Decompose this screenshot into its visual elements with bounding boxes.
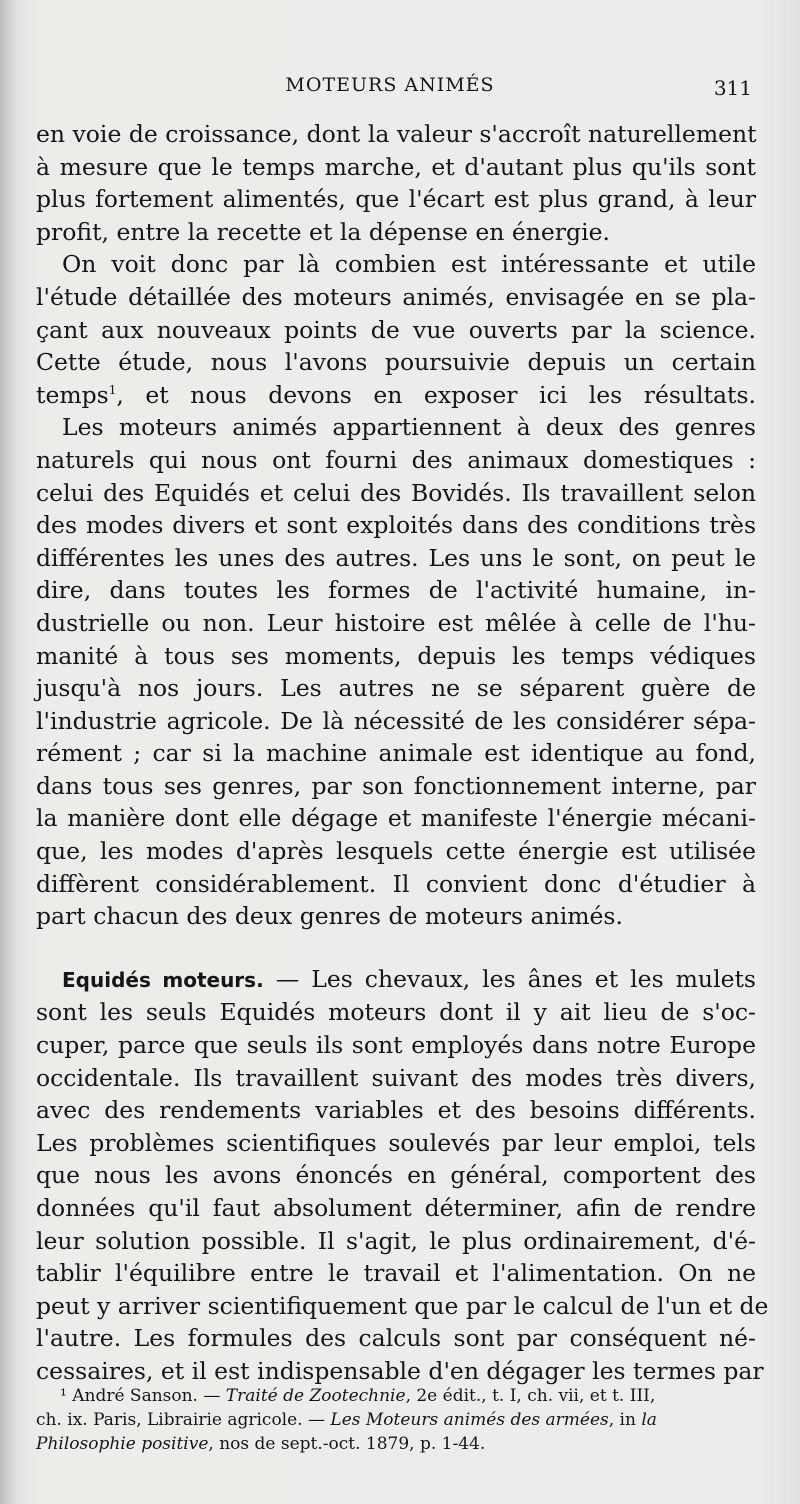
text-line: jusqu'à nos jours. Les autres ne se séparent guère de: [36, 674, 756, 703]
text-line: dire, dans toutes les formes de l'activité humaine, in-: [36, 576, 756, 605]
text-line: la manière dont elle dégage et manifeste l'énergie mécani-: [36, 804, 756, 833]
text-line: manité à tous ses moments, depuis les temps védiques: [36, 641, 756, 670]
text-line: naturels qui nous ont fourni des animaux domestiques :: [36, 445, 756, 474]
text-line: différentes les unes des autres. Les uns le sont, on peut le: [36, 543, 756, 572]
line-tail: , et nous devons en exposer ici les résultats.: [116, 380, 756, 409]
text-line: avec des rendements variables et des besoins différents.: [36, 1096, 756, 1125]
footnote-text: , in: [608, 1410, 642, 1430]
footnote-line: [36, 1384, 762, 1408]
text-line: Les problèmes scientifiques soulevés par leur emploi, tels: [36, 1128, 756, 1157]
footnote-journal-title: Philosophie positive: [36, 1434, 209, 1454]
line-head: temps: [36, 380, 109, 409]
footnote-line: [36, 1408, 762, 1432]
footnote-text: ch. ix. Paris, Librairie agricole. —: [36, 1410, 331, 1430]
text-line: que nous les avons énoncés en général, comportent des: [36, 1161, 756, 1190]
text-line: leur solution possible. Il s'agit, le plus ordinairement, d'é-: [36, 1226, 756, 1255]
text-line: en voie de croissance, dont la valeur s'accroît naturellement: [36, 120, 757, 148]
footnote-line: [36, 1432, 762, 1456]
text-line: rément ; car si la machine animale est identique au fond,: [36, 739, 756, 768]
running-header: [0, 74, 800, 104]
running-title: MOTEURS ANIMÉS: [285, 74, 495, 96]
text-line: On voit donc par là combien est intéressante et utile: [62, 250, 756, 279]
text-line: dans tous ses genres, par son fonctionnement interne, par: [36, 771, 756, 800]
text-line: à mesure que le temps marche, et d'autant plus qu'ils sont: [36, 152, 756, 181]
text-line: Cette étude, nous l'avons poursuivie depuis un certain: [36, 348, 756, 377]
text-line: plus fortement alimentés, que l'écart est plus grand, à leur: [36, 185, 756, 214]
text-line: dustrielle ou non. Leur histoire est mêlée à celle de l'hu-: [36, 608, 756, 637]
footnote-ref: 1: [108, 382, 117, 397]
text-line: occidentale. Ils travaillent suivant des modes très divers,: [36, 1063, 756, 1092]
text-line: çant aux nouveaux points de vue ouverts par la science.: [36, 315, 756, 344]
text-line: Les moteurs animés appartiennent à deux des genres: [62, 413, 756, 442]
section-spacer: [36, 933, 756, 963]
footnote-journal-title: la: [641, 1410, 657, 1430]
footnote-book-title: Les Moteurs animés des armées: [330, 1410, 609, 1430]
text-line: l'autre. Les formules des calculs sont par conséquent né-: [36, 1324, 756, 1353]
text-line: peut y arriver scientifiquement que par le calcul de l'un et de: [36, 1291, 769, 1320]
text-line: sont les seuls Equidés moteurs dont il y ait lieu de s'oc-: [36, 998, 756, 1027]
text-line: cessaires, et il est indispensable d'en dégager les termes par: [36, 1356, 764, 1385]
text-line: données qu'il faut absolument déterminer, afin de rendre: [36, 1194, 756, 1222]
line-tail: — Les chevaux, les ânes et les mulets: [263, 964, 756, 993]
text-line: part chacun des deux genres de moteurs animés.: [36, 902, 623, 931]
page-number: 311: [713, 76, 752, 100]
footnote-book-title: Traité de Zootechnie: [225, 1386, 406, 1406]
text-line: l'industrie agricole. De là nécessité de les considérer sépa-: [36, 706, 756, 735]
text-line: tablir l'équilibre entre le travail et l'alimentation. On ne: [36, 1259, 756, 1288]
text-line: des modes divers et sont exploités dans des conditions très: [36, 511, 756, 540]
footnote-text: , nos de sept.-oct. 1879, p. 1-44.: [208, 1434, 486, 1454]
section-first-line: [36, 963, 756, 997]
text-line: diffèrent considérablement. Il convient donc d'étudier à: [36, 869, 756, 898]
text-line: [36, 379, 756, 412]
footnote-text: , 2e édit., t. I, ch. vii, et t. III,: [405, 1386, 656, 1406]
text-line: celui des Equidés et celui des Bovidés. Ils travaillent selon: [36, 478, 756, 507]
footnotes: [36, 1384, 762, 1456]
section-heading: Equidés moteurs.: [62, 967, 264, 992]
body-text: [36, 118, 769, 1388]
text-line: que, les modes d'après lesquels cette énergie est utilisée: [36, 837, 756, 866]
footnote-text: ¹ André Sanson. —: [60, 1386, 226, 1406]
text-line: cuper, parce que seuls ils sont employés dans notre Europe: [36, 1031, 756, 1060]
text-line: l'étude détaillée des moteurs animés, envisagée en se pla-: [36, 282, 756, 311]
text-line: profit, entre la recette et la dépense en énergie.: [36, 217, 610, 246]
